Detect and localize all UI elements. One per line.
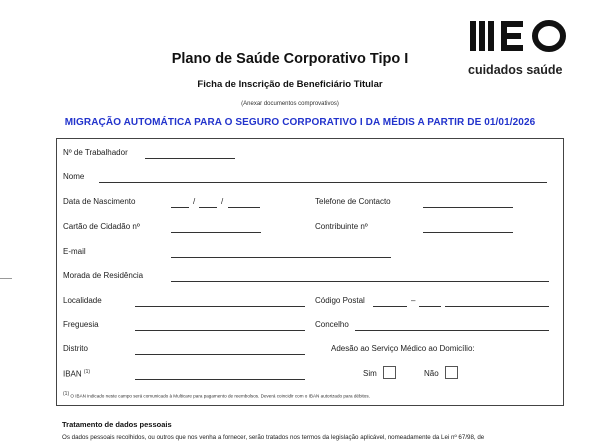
district-label: Distrito <box>63 344 88 353</box>
postal-code-field[interactable] <box>373 306 407 307</box>
locality-field[interactable] <box>135 306 305 307</box>
district-field[interactable] <box>135 354 305 355</box>
locality-label: Localidade <box>63 296 102 305</box>
postal-code-suffix-field[interactable] <box>419 306 441 307</box>
name-field[interactable] <box>99 182 547 183</box>
date-separator: / <box>221 197 224 206</box>
birthdate-month-field[interactable] <box>199 207 217 208</box>
email-field[interactable] <box>171 257 391 258</box>
data-protection-body: Os dados pessoais recolhidos, ou outros que nos venha a fornecer, serão tratados nos termos da legislação aplicável, nomeadamente da Lei nº 67/98, de <box>62 434 485 441</box>
phone-label: Telefone de Contacto <box>315 197 391 206</box>
footnote-mark: (1) <box>63 391 70 397</box>
postal-code-label: Código Postal <box>315 296 365 305</box>
meo-wordmark-icon <box>468 18 578 58</box>
iban-field[interactable] <box>135 379 305 380</box>
parish-field[interactable] <box>135 330 305 331</box>
form-title: Plano de Saúde Corporativo Tipo I <box>171 51 409 67</box>
attachments-note: (Anexar documentos comprovativos) <box>241 101 339 107</box>
citizen-card-field[interactable] <box>171 232 261 233</box>
worker-number-field[interactable] <box>145 158 235 159</box>
taxpayer-label: Contribuinte nº <box>315 222 368 231</box>
email-label: E-mail <box>63 247 86 256</box>
address-field[interactable] <box>171 281 549 282</box>
phone-field[interactable] <box>423 207 513 208</box>
logo-tagline: cuidados saúde <box>468 63 563 77</box>
home-care-label: Adesão ao Serviço Médico ao Domicílio: <box>331 344 475 353</box>
municipality-field[interactable] <box>355 330 549 331</box>
footnote-text: O IBAN indicado neste campo será comunicado à Multicare para pagamento de reembolsos. Deverá coincidir com o IBAN autorizado para débitos. <box>70 393 370 399</box>
data-protection-title: Tratamento de dados pessoais <box>62 420 172 429</box>
taxpayer-field[interactable] <box>423 232 513 233</box>
date-separator: / <box>193 197 196 206</box>
iban-footnote <box>63 391 370 399</box>
iban-footnote-ref: (1) <box>83 369 91 375</box>
iban-label <box>63 369 90 379</box>
worker-number-label: Nº de Trabalhador <box>63 148 128 157</box>
iban-label-text: IBAN <box>63 369 82 379</box>
postal-locality-field[interactable] <box>445 306 549 307</box>
citizen-card-label: Cartão de Cidadão nº <box>63 222 140 231</box>
yes-checkbox[interactable] <box>383 366 396 379</box>
no-checkbox[interactable] <box>445 366 458 379</box>
birthdate-day-field[interactable] <box>171 207 189 208</box>
name-label: Nome <box>63 172 85 181</box>
migration-banner: MIGRAÇÃO AUTOMÁTICA PARA O SEGURO CORPORATIVO I DA MÉDIS A PARTIR DE 01/01/2026 <box>64 117 536 128</box>
enrollment-form <box>56 138 564 406</box>
form-subtitle: Ficha de Inscrição de Beneficiário Titular <box>197 79 383 90</box>
meo-logo <box>468 18 578 78</box>
postal-code-separator: – <box>411 296 416 305</box>
no-label: Não <box>424 369 439 378</box>
yes-label: Sim <box>363 369 377 378</box>
margin-mark <box>0 278 12 279</box>
municipality-label: Concelho <box>315 320 349 329</box>
birthdate-year-field[interactable] <box>228 207 260 208</box>
parish-label: Freguesia <box>63 320 99 329</box>
address-label: Morada de Residência <box>63 271 144 280</box>
birthdate-label: Data de Nascimento <box>63 197 136 206</box>
